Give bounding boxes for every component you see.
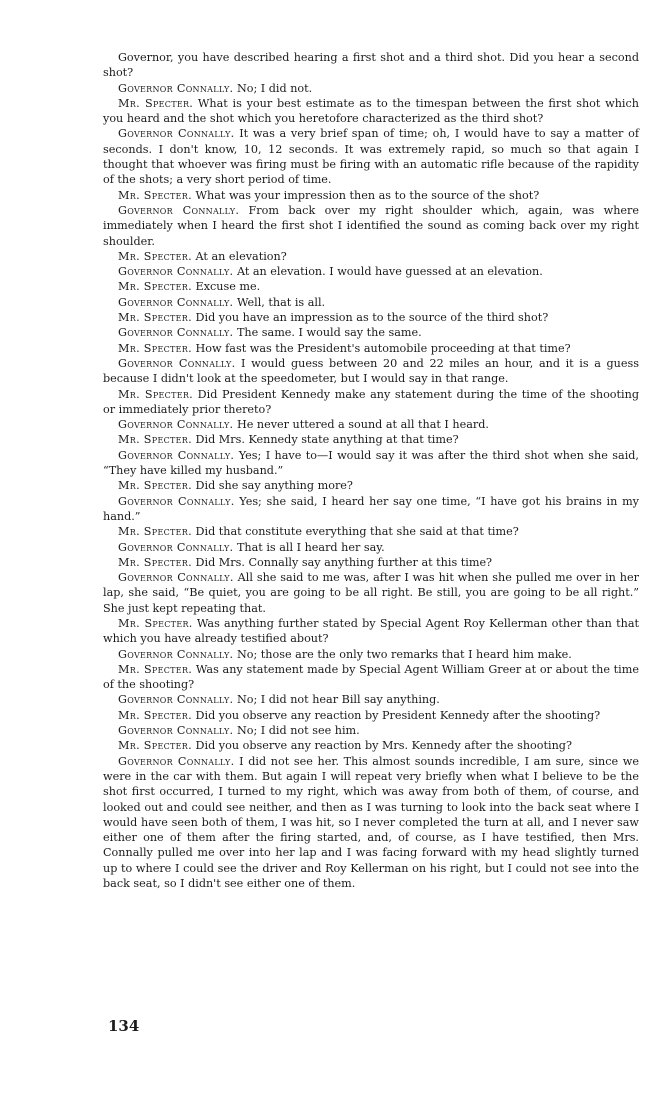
- speaker-label: Governor Connally.: [118, 693, 234, 707]
- speaker-label: Mr. Specter.: [118, 525, 192, 539]
- paragraph: Governor Connally. No; those are the only two remarks that I heard him make.: [118, 647, 572, 661]
- paragraph: Governor Connally. No; I did not see him.: [118, 724, 360, 738]
- paragraph: Mr. Specter. Was any statement made by Special Agent William Greer at or about the time of the shooting?: [103, 662, 639, 692]
- paragraph: Mr. Specter. What is your best estimate as to the timespan between the first shot which you heard and the shot which you heretofore characterized as the third shot?: [103, 96, 639, 126]
- paragraph: Governor Connally. No; I did not hear Bill say anything.: [118, 693, 440, 707]
- paragraph: Governor Connally. I did not see her. This almost sounds incredible, I am sure, since we were in the car with them. But again I will repeat very briefly when what I believe to be the shot first occurred, I turned to my right, which was away from both of them, of course, and looked out and could see neither, and then as I was turning to look into the back seat where I would have seen both of them, I was hit, so I never completed the turn at all, and I never saw either one of them after the firing started, and, of course, as I have testified, then Mrs. Connally pulled me over into her lap and I was facing forward with my head slightly turned up to where I could see the driver and Roy Kellerman on his right, but I could not see into the back seat, so I didn't see either one of them.: [103, 754, 639, 891]
- speaker-label: Governor Connally.: [118, 295, 234, 309]
- speaker-label: Mr. Specter.: [118, 708, 192, 722]
- paragraph: Mr. Specter. Did that constitute everything that she said at that time?: [118, 525, 519, 539]
- speaker-label: Mr. Specter.: [118, 662, 193, 676]
- paragraph: Mr. Specter. Excuse me.: [118, 280, 261, 294]
- speaker-label: Governor Connally.: [118, 326, 234, 340]
- paragraph: Mr. Specter. Did you have an impression as to the source of the third shot?: [118, 311, 549, 325]
- paragraph: Governor Connally. I would guess between 20 and 22 miles an hour, and it is a guess because I didn't look at the speedometer, but I would say in that range.: [103, 356, 639, 386]
- paragraph: Mr. Specter. Was anything further stated by Special Agent Roy Kellerman other than that which you have already testified about?: [103, 616, 639, 646]
- paragraph: Governor Connally. All she said to me was, after I was hit when she pulled me over in her lap, she said, “Be quiet, you are going to be all right. Be still, you are going to be all right.” She just kept repeating that.: [103, 571, 639, 615]
- speaker-label: Governor Connally.: [118, 571, 234, 585]
- speaker-label: Governor Connally.: [118, 127, 235, 141]
- paragraph: Mr. Specter. Did President Kennedy make any statement during the time of the shooting or immediately prior thereto?: [103, 387, 639, 416]
- speaker-label: Mr. Specter.: [118, 387, 194, 401]
- paragraph: Governor Connally. At an elevation. I would have guessed at an elevation.: [118, 265, 543, 279]
- speaker-label: Mr. Specter.: [118, 96, 194, 110]
- paragraph: Governor Connally. Yes; she said, I heard her say one time, “I have got his brains in my hand.”: [103, 494, 639, 523]
- speaker-label: Mr. Specter.: [118, 555, 192, 569]
- speaker-label: Governor Connally.: [118, 754, 235, 768]
- paragraph: Mr. Specter. Did you observe any reaction by President Kennedy after the shooting?: [118, 708, 601, 722]
- speaker-label: Governor Connally.: [118, 494, 235, 508]
- paragraph: Governor Connally. It was a very brief span of time; oh, I would have to say a matter of seconds. I don't know, 10, 12 seconds. It was extremely rapid, so much so that again I thought that whoever was firing must be firing with an automatic rifle because of the rapidity of the shots; a very short period of time.: [103, 127, 639, 187]
- speaker-label: Governor Connally.: [118, 265, 234, 279]
- paragraph: Governor Connally. Well, that is all.: [118, 295, 326, 309]
- speaker-label: Mr. Specter.: [118, 341, 192, 355]
- paragraph: Governor Connally. Yes; I have to—I would say it was after the third shot when she said, “They have killed my husband.”: [103, 448, 639, 478]
- paragraph: Governor Connally. That is all I heard her say.: [118, 540, 385, 554]
- paragraph: Governor Connally. No; I did not.: [118, 81, 313, 95]
- paragraph: Governor Connally. He never uttered a sound at all that I heard.: [118, 418, 489, 432]
- speaker-label: Governor Connally.: [118, 203, 240, 217]
- speaker-label: Mr. Specter.: [118, 311, 192, 325]
- paragraph: Mr. Specter. Did you observe any reaction by Mrs. Kennedy after the shooting?: [118, 739, 572, 753]
- speaker-label: Mr. Specter.: [118, 249, 192, 263]
- paragraph: Mr. Specter. At an elevation?: [118, 249, 287, 263]
- paragraph: Mr. Specter. What was your impression then as to the source of the shot?: [118, 188, 540, 202]
- paragraph: Mr. Specter. Did Mrs. Kennedy state anything at that time?: [118, 433, 459, 447]
- page-number: 134: [108, 1017, 140, 1035]
- speaker-label: Governor Connally.: [118, 81, 234, 95]
- speaker-label: Governor Connally.: [118, 540, 234, 554]
- speaker-label: Governor Connally.: [118, 418, 234, 432]
- paragraph: Governor Connally. From back over my right shoulder which, again, was where immediately when I heard the first shot I identified the sound as coming back over my right shoulder.: [103, 203, 639, 248]
- speaker-label: Governor Connally.: [118, 647, 234, 661]
- paragraph: Mr. Specter. How fast was the President's automobile proceeding at that time?: [118, 341, 571, 355]
- testimony-page: [103, 50, 639, 891]
- speaker-label: Mr. Specter.: [118, 433, 192, 447]
- speaker-label: Governor Connally.: [118, 448, 235, 462]
- speaker-label: Governor Connally.: [118, 724, 234, 738]
- paragraph: Mr. Specter. Did she say anything more?: [118, 479, 353, 493]
- paragraph: Governor Connally. The same. I would say the same.: [118, 326, 422, 340]
- paragraph: Mr. Specter. Did Mrs. Connally say anything further at this time?: [118, 555, 493, 569]
- speaker-label: Governor Connally.: [118, 356, 236, 370]
- speaker-label: Mr. Specter.: [118, 616, 193, 630]
- speaker-label: Mr. Specter.: [118, 280, 192, 294]
- paragraph: Governor, you have described hearing a first shot and a third shot. Did you hear a second shot?: [103, 51, 639, 80]
- speaker-label: Mr. Specter.: [118, 188, 192, 202]
- speaker-label: Mr. Specter.: [118, 739, 192, 753]
- speaker-label: Mr. Specter.: [118, 479, 192, 493]
